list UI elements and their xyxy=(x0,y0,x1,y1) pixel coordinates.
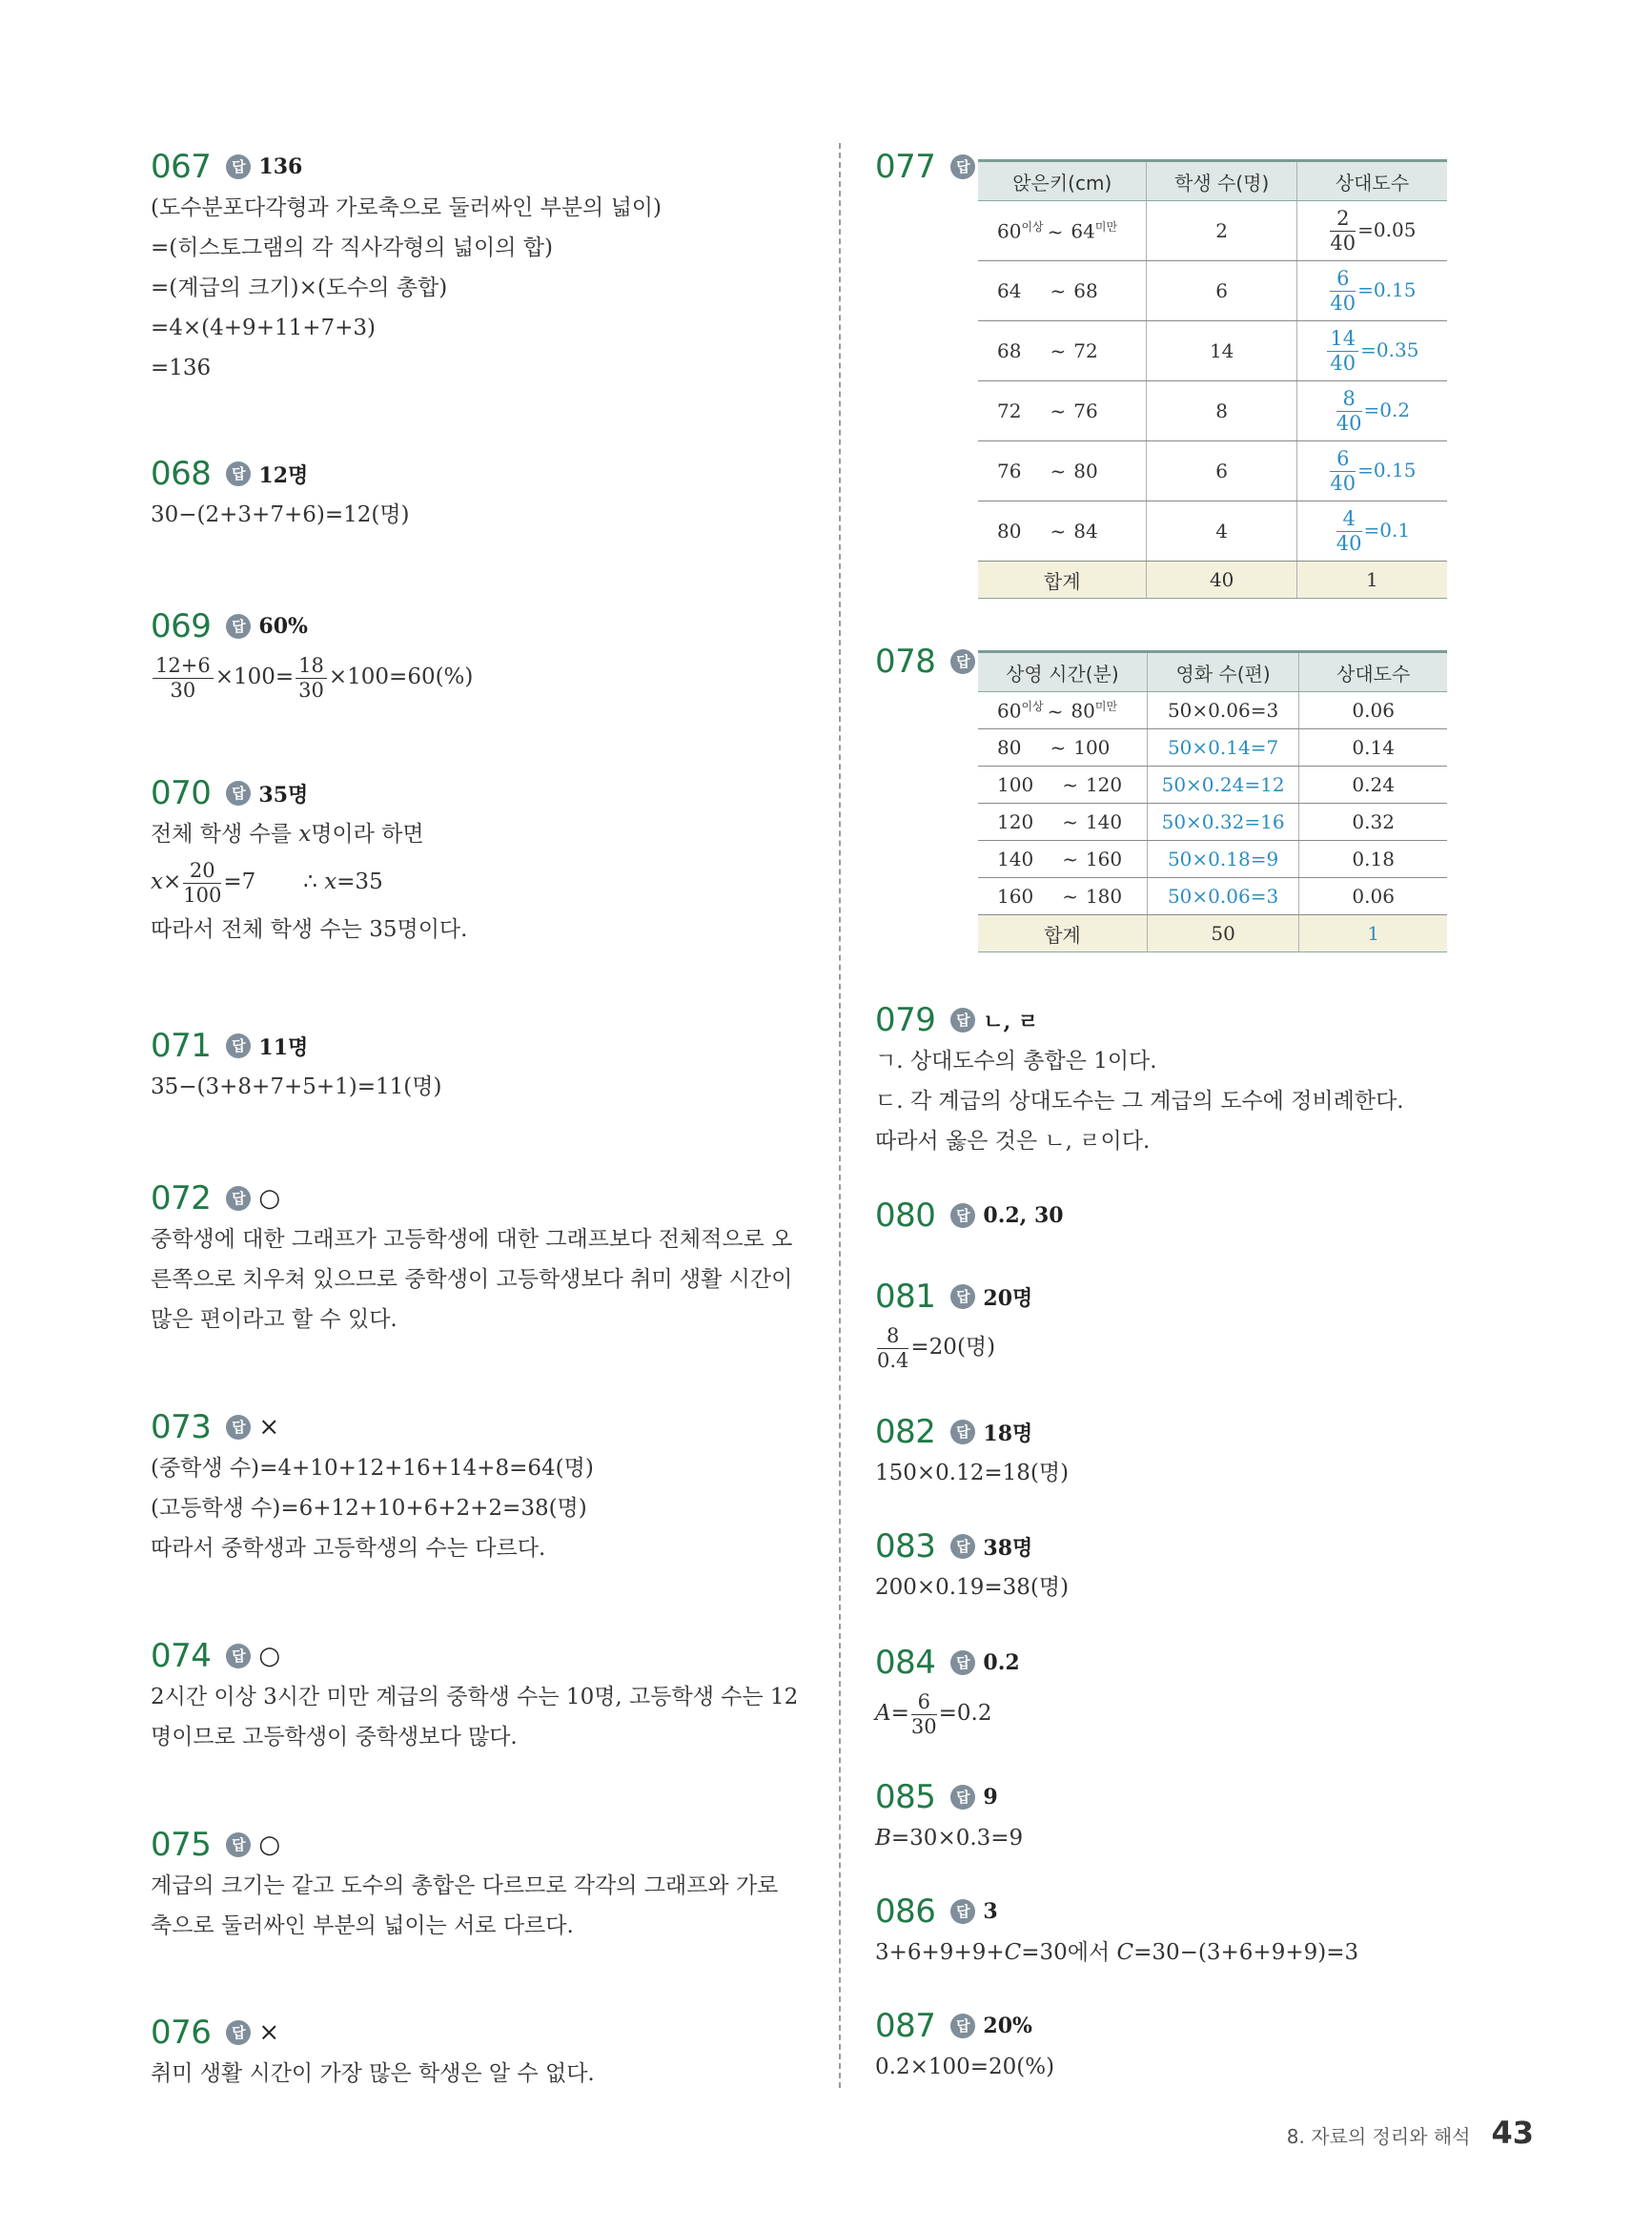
answer-badge-icon: 답 xyxy=(950,1785,975,1810)
count-cell: 4 xyxy=(1147,501,1296,562)
tilde: ~ xyxy=(1062,810,1078,833)
problem-header xyxy=(151,1025,441,1067)
solution-line: 계급의 크기는 같고 도수의 총합은 다르므로 각각의 그래프와 가로 xyxy=(151,1873,779,1898)
sum-row xyxy=(978,915,1447,952)
column-divider xyxy=(839,143,841,2088)
solution-line: 많은 편이라고 할 수 있다. xyxy=(151,1307,398,1332)
answer: 136 xyxy=(258,154,303,179)
table-row xyxy=(978,381,1447,441)
solution-line: 0.2×100=20(%) xyxy=(875,2055,1055,2079)
class-range-cell xyxy=(978,878,1147,915)
table-row xyxy=(978,692,1447,729)
problem-number: 080 xyxy=(875,1197,936,1235)
fraction xyxy=(1336,386,1362,435)
solution-line: ㄱ. 상대도수의 총합은 1이다. xyxy=(875,1049,1157,1074)
solution-line: 35−(3+8+7+5+1)=11(명) xyxy=(151,1074,442,1099)
solution-line: 𝐵=30×0.3=9 xyxy=(875,1826,1024,1851)
count-cell: 50×0.14=7 xyxy=(1147,729,1299,767)
fraction xyxy=(153,653,214,702)
problem-header xyxy=(151,1635,798,1677)
range-end: 140 xyxy=(1085,810,1123,833)
range-start: 64 xyxy=(997,279,1022,302)
answer: 38명 xyxy=(983,1535,1033,1561)
range-start: 72 xyxy=(997,399,1022,422)
relative-frequency-value xyxy=(1328,446,1417,495)
sum-cell: 50 xyxy=(1147,915,1299,952)
class-range-cell xyxy=(978,804,1147,841)
header-cell: 상영 시간(분) xyxy=(978,652,1147,692)
range-start: 120 xyxy=(997,810,1034,833)
sum-cell: 40 xyxy=(1147,562,1296,599)
solution-line: 른쪽으로 치우쳐 있으므로 중학생이 고등학생보다 취미 생활 시간이 xyxy=(151,1267,793,1292)
answer: ○ xyxy=(258,1184,281,1213)
problem-number: 071 xyxy=(151,1027,212,1065)
solution-line: 축으로 둘러싸인 부분의 넓이는 서로 다르다. xyxy=(151,1913,574,1938)
sum-cell: 합계 xyxy=(978,562,1147,599)
solution-line: 30−(2+3+7+6)=12(명) xyxy=(151,502,410,527)
tilde: ~ xyxy=(1047,219,1064,243)
solution-line: 2시간 이상 3시간 미만 계급의 중학생 수는 10명, 고등학생 수는 12 xyxy=(151,1685,799,1709)
range-end: 64 xyxy=(1071,219,1095,243)
answer-badge-icon: 답 xyxy=(226,1033,251,1058)
relative-frequency-value xyxy=(1335,386,1411,435)
answer-badge-icon: 답 xyxy=(226,1186,251,1211)
count-cell: 6 xyxy=(1147,441,1296,501)
relative-frequency-cell xyxy=(1296,321,1447,381)
problem-number: 085 xyxy=(875,1778,936,1816)
answer: 60% xyxy=(258,614,308,639)
numerator: 12+6 xyxy=(153,656,214,679)
solution-line: =136 xyxy=(151,356,212,380)
count-cell: 50×0.06=3 xyxy=(1147,692,1299,729)
value: =0.1 xyxy=(1363,518,1411,542)
numerator: 2 xyxy=(1330,209,1356,232)
value: =0.35 xyxy=(1360,338,1419,361)
answer-badge-icon: 답 xyxy=(950,1008,975,1033)
problem-085 xyxy=(875,1776,1023,1858)
relative-frequency-value xyxy=(1328,266,1417,315)
numerator: 18 xyxy=(296,656,327,679)
problem-number: 076 xyxy=(151,2014,212,2052)
range-end: 120 xyxy=(1085,773,1123,796)
relative-frequency-cell xyxy=(1296,261,1447,321)
header-cell: 영화 수(편) xyxy=(1147,652,1299,692)
solution-line: 전체 학생 수를 𝑥명이라 하면 xyxy=(151,822,424,847)
range-start: 160 xyxy=(997,885,1034,908)
problem-number: 069 xyxy=(151,607,212,645)
problem-084 xyxy=(875,1642,1020,1743)
fraction xyxy=(910,1689,937,1738)
solution-line: 따라서 옳은 것은 ㄴ, ㄹ이다. xyxy=(875,1129,1151,1154)
answer: 18명 xyxy=(983,1421,1033,1446)
answer-badge-icon: 답 xyxy=(950,1650,975,1675)
numerator: 6 xyxy=(1330,449,1356,472)
numerator: 4 xyxy=(1336,509,1362,532)
tilde: ~ xyxy=(1050,460,1067,482)
range-end: 72 xyxy=(1073,339,1098,362)
relative-frequency-cell: 0.32 xyxy=(1299,804,1447,841)
answer-badge-icon: 답 xyxy=(950,154,975,179)
problem-number: 077 xyxy=(875,148,936,186)
numerator: 6 xyxy=(1330,269,1356,292)
sup-label: 이상 xyxy=(1021,700,1044,714)
solution-line: 150×0.12=18(명) xyxy=(875,1461,1070,1485)
answer: 0.2, 30 xyxy=(983,1203,1064,1228)
problem-076 xyxy=(151,2012,595,2094)
answer: 11명 xyxy=(258,1034,309,1060)
problem-070 xyxy=(151,772,467,950)
header-cell: 상대도수 xyxy=(1299,652,1447,692)
class-range-cell xyxy=(978,381,1147,441)
answer: ㄴ, ㄹ xyxy=(983,1009,1039,1034)
problem-header xyxy=(151,146,662,188)
table-row xyxy=(978,767,1447,804)
problem-header xyxy=(875,1411,1069,1453)
expr: ×100= xyxy=(214,665,295,689)
answer: 0.2 xyxy=(983,1650,1020,1675)
problem-082 xyxy=(875,1411,1069,1493)
range-start: 60 xyxy=(997,219,1022,243)
count-cell: 50×0.18=9 xyxy=(1147,841,1299,878)
problem-080 xyxy=(875,1195,1064,1237)
answer-badge-icon: 답 xyxy=(226,1832,251,1857)
range-start: 68 xyxy=(997,339,1022,362)
denominator: 100 xyxy=(183,883,222,907)
class-range-cell xyxy=(978,767,1147,804)
problem-header xyxy=(875,1891,1358,1933)
solution-line: 따라서 전체 학생 수는 35명이다. xyxy=(151,917,468,942)
table-row xyxy=(978,729,1447,767)
problem-number: 068 xyxy=(151,455,212,493)
tilde: ~ xyxy=(1050,279,1067,302)
range-end: 100 xyxy=(1073,736,1111,759)
problem-number: 081 xyxy=(875,1278,936,1316)
problem-header xyxy=(875,999,1404,1041)
problem-number: 086 xyxy=(875,1892,936,1931)
problem-074 xyxy=(151,1635,798,1757)
denominator: 40 xyxy=(1336,411,1362,435)
range-end: 84 xyxy=(1073,520,1098,542)
numerator: 8 xyxy=(1336,389,1362,412)
numerator: 14 xyxy=(1327,329,1358,352)
sup-label: 이상 xyxy=(1021,220,1044,235)
sum-cell: 1 xyxy=(1299,915,1447,952)
solution-line: 중학생에 대한 그래프가 고등학생에 대한 그래프보다 전체적으로 오 xyxy=(151,1227,793,1252)
fraction xyxy=(1336,506,1362,555)
solution-equation xyxy=(151,854,467,910)
problem-068 xyxy=(151,453,410,535)
tilde: ~ xyxy=(1062,885,1078,908)
count-cell: 8 xyxy=(1147,381,1296,441)
sum-cell: 합계 xyxy=(978,915,1147,952)
answer-badge-icon: 답 xyxy=(226,614,251,639)
problem-header xyxy=(875,1195,1064,1237)
fraction xyxy=(877,1323,909,1372)
sum-row xyxy=(978,562,1447,599)
answer-badge-icon: 답 xyxy=(950,1203,975,1228)
answer-badge-icon: 답 xyxy=(226,781,251,806)
sup-label: 미만 xyxy=(1094,700,1118,714)
class-range-cell xyxy=(978,501,1147,562)
tilde: ~ xyxy=(1047,699,1064,723)
problem-number: 078 xyxy=(875,643,936,681)
problem-number: 075 xyxy=(151,1826,212,1864)
answer-badge-icon: 답 xyxy=(226,2020,251,2045)
problem-header xyxy=(875,1776,1023,1818)
answer-badge-icon: 답 xyxy=(950,649,975,674)
solution-line xyxy=(151,647,473,706)
numerator: 6 xyxy=(911,1692,937,1715)
count-cell: 6 xyxy=(1147,261,1296,321)
denominator: 30 xyxy=(298,678,324,702)
range-end: 80 xyxy=(1073,460,1098,482)
solution-line: (도수분포다각형과 가로축으로 둘러싸인 부분의 넓이) xyxy=(151,195,662,220)
range-end: 68 xyxy=(1073,279,1098,302)
range-start: 76 xyxy=(997,460,1022,482)
problem-number: 074 xyxy=(151,1637,212,1675)
problem-072 xyxy=(151,1177,792,1340)
solution-line: =4×(4+9+11+7+3) xyxy=(151,316,377,340)
denominator: 30 xyxy=(910,1714,937,1738)
value: =0.15 xyxy=(1357,458,1417,481)
tilde: ~ xyxy=(1062,773,1078,796)
answer-badge-icon: 답 xyxy=(950,1420,975,1444)
count-cell: 50×0.06=3 xyxy=(1147,878,1299,915)
range-start: 60 xyxy=(997,699,1022,723)
header-cell: 앉은키(cm) xyxy=(978,161,1147,201)
answer-badge-icon: 답 xyxy=(226,1415,251,1440)
problem-header xyxy=(151,2012,595,2054)
answer-badge-icon: 답 xyxy=(950,1284,975,1309)
tilde: ~ xyxy=(1062,848,1078,870)
expr: =0.2 xyxy=(938,1701,992,1726)
relative-frequency-cell: 0.06 xyxy=(1299,878,1447,915)
range-end: 160 xyxy=(1085,848,1123,870)
problem-header xyxy=(151,1824,778,1866)
problem-073 xyxy=(151,1406,594,1568)
therefore-expr: ∴ 𝑥=35 xyxy=(303,869,383,894)
relative-frequency-value xyxy=(1335,506,1411,555)
problem-header xyxy=(151,1406,594,1448)
relative-frequency-cell: 0.24 xyxy=(1299,767,1447,804)
problem-number: 079 xyxy=(875,1001,936,1039)
answer: 20% xyxy=(983,2014,1032,2038)
solution-line: 200×0.19=38(명) xyxy=(875,1575,1070,1600)
relative-frequency-value xyxy=(1325,326,1419,375)
value: =0.15 xyxy=(1357,277,1417,301)
class-range-cell xyxy=(978,321,1147,381)
solution-line: =(히스토그램의 각 직사각형의 넓이의 합) xyxy=(151,235,553,260)
page-footer xyxy=(1287,2115,1534,2151)
header-cell: 학생 수(명) xyxy=(1147,161,1296,201)
solution-line: ㄷ. 각 계급의 상대도수는 그 계급의 도수에 정비례한다. xyxy=(875,1089,1404,1114)
solution-line: 명이므로 고등학생이 중학생보다 많다. xyxy=(151,1725,518,1749)
relative-frequency-cell xyxy=(1296,381,1447,441)
denominator: 30 xyxy=(170,678,196,702)
count-cell: 14 xyxy=(1147,321,1296,381)
count-cell: 2 xyxy=(1147,201,1296,261)
relative-frequency-cell: 0.18 xyxy=(1299,841,1447,878)
fraction xyxy=(1330,266,1356,315)
solution-line: (고등학생 수)=6+12+10+6+2+2=38(명) xyxy=(151,1496,587,1521)
page-number: 43 xyxy=(1491,2115,1534,2151)
problem-087 xyxy=(875,2005,1054,2087)
relative-frequency-cell: 0.06 xyxy=(1299,692,1447,729)
problem-header xyxy=(151,1177,792,1219)
problem-086 xyxy=(875,1891,1358,1973)
count-cell: 50×0.24=12 xyxy=(1147,767,1299,804)
range-start: 80 xyxy=(997,736,1022,759)
answer-badge-icon: 답 xyxy=(226,1644,251,1668)
denominator: 40 xyxy=(1336,531,1362,555)
problem-header xyxy=(151,772,467,814)
fraction xyxy=(1330,446,1356,495)
answer: ○ xyxy=(258,1642,281,1670)
problem-069 xyxy=(151,605,473,706)
range-end: 76 xyxy=(1073,399,1098,422)
answer: × xyxy=(258,2018,280,2047)
problem-number: 070 xyxy=(151,774,212,812)
answer: ○ xyxy=(258,1831,281,1859)
range-end: 180 xyxy=(1085,885,1123,908)
problem-number: 067 xyxy=(151,148,212,186)
denominator: 40 xyxy=(1330,231,1356,255)
solution-line: =(계급의 크기)×(도수의 총합) xyxy=(151,276,448,300)
solution-line: 취미 생활 시간이 가장 많은 학생은 알 수 없다. xyxy=(151,2061,595,2086)
answer: 35명 xyxy=(258,782,309,808)
solution-line: 따라서 중학생과 고등학생의 수는 다르다. xyxy=(151,1536,546,1561)
range-start: 100 xyxy=(997,773,1034,796)
tilde: ~ xyxy=(1050,736,1067,759)
solution-line xyxy=(875,1318,1032,1377)
class-range-cell xyxy=(978,441,1147,501)
problem-079 xyxy=(875,999,1404,1161)
tilde: ~ xyxy=(1050,520,1067,542)
fraction xyxy=(1327,326,1358,375)
tilde: ~ xyxy=(1050,399,1067,422)
class-range-cell xyxy=(978,201,1147,261)
answer: × xyxy=(258,1413,280,1442)
problem-header xyxy=(151,453,410,495)
solution-line: 3+6+9+9+𝐶=30에서 𝐶=30−(3+6+9+9)=3 xyxy=(875,1940,1359,1965)
table-row xyxy=(978,261,1447,321)
expr: =7 xyxy=(223,869,256,894)
relative-frequency-cell: 0.14 xyxy=(1299,729,1447,767)
numerator: 20 xyxy=(183,861,221,884)
range-end: 80 xyxy=(1071,699,1095,723)
fraction xyxy=(1330,206,1356,255)
class-range-cell xyxy=(978,729,1147,767)
problem-number: 073 xyxy=(151,1408,212,1446)
class-range-cell xyxy=(978,692,1147,729)
table-row xyxy=(978,878,1447,915)
problem-header xyxy=(875,2005,1054,2047)
sum-cell: 1 xyxy=(1296,562,1447,599)
numerator: 8 xyxy=(877,1326,908,1349)
problem-number: 084 xyxy=(875,1644,936,1682)
problem-number: 082 xyxy=(875,1413,936,1451)
expr: ×100=60(%) xyxy=(328,665,474,689)
fraction xyxy=(296,653,327,702)
expr: =20(명) xyxy=(910,1335,996,1360)
answer-badge-icon: 답 xyxy=(226,154,251,179)
answer: 3 xyxy=(983,1899,998,1924)
relative-frequency-cell xyxy=(1296,201,1447,261)
answer-badge-icon: 답 xyxy=(950,1534,975,1559)
table-row xyxy=(978,841,1447,878)
table-row xyxy=(978,501,1447,562)
denominator: 0.4 xyxy=(877,1348,909,1372)
range-start: 140 xyxy=(997,848,1034,870)
tilde: ~ xyxy=(1050,339,1067,362)
header-cell: 상대도수 xyxy=(1296,161,1447,201)
class-range-cell xyxy=(978,841,1147,878)
sup-label: 미만 xyxy=(1094,220,1118,235)
problem-number: 072 xyxy=(151,1179,212,1217)
value: =0.2 xyxy=(1363,398,1411,421)
problem-075 xyxy=(151,1824,778,1946)
answer-badge-icon: 답 xyxy=(950,1899,975,1924)
denominator: 40 xyxy=(1330,291,1356,315)
solution-line: (중학생 수)=4+10+12+16+14+8=64(명) xyxy=(151,1456,594,1481)
expr: 𝑥× xyxy=(151,869,182,894)
class-range-cell xyxy=(978,261,1147,321)
solution-line xyxy=(875,1684,1020,1743)
value: =0.05 xyxy=(1357,217,1417,241)
relative-frequency-cell xyxy=(1296,501,1447,562)
frequency-table-077 xyxy=(978,159,1447,599)
answer: 12명 xyxy=(258,462,309,488)
problem-083 xyxy=(875,1525,1069,1607)
problem-067 xyxy=(151,146,662,388)
frequency-table-078 xyxy=(978,650,1447,952)
table-row xyxy=(978,201,1447,261)
answer-badge-icon: 답 xyxy=(226,461,251,486)
answer: 9 xyxy=(983,1785,998,1810)
relative-frequency-cell xyxy=(1296,441,1447,501)
denominator: 40 xyxy=(1330,351,1356,375)
table-row xyxy=(978,441,1447,501)
problem-071 xyxy=(151,1025,441,1107)
table-row xyxy=(978,804,1447,841)
problem-081 xyxy=(875,1276,1032,1377)
expr: 𝐴= xyxy=(875,1701,909,1726)
problem-number: 083 xyxy=(875,1527,936,1565)
table-row xyxy=(978,321,1447,381)
problem-number: 087 xyxy=(875,2007,936,2045)
answer: 20명 xyxy=(983,1285,1033,1311)
count-cell: 50×0.32=16 xyxy=(1147,804,1299,841)
fraction xyxy=(183,858,222,907)
chapter-title: 8. 자료의 정리와 해석 xyxy=(1286,2125,1471,2148)
problem-header xyxy=(875,1525,1069,1567)
answer-badge-icon: 답 xyxy=(950,2014,975,2038)
range-start: 80 xyxy=(997,520,1022,542)
relative-frequency-value xyxy=(1328,206,1417,255)
denominator: 40 xyxy=(1330,471,1356,495)
